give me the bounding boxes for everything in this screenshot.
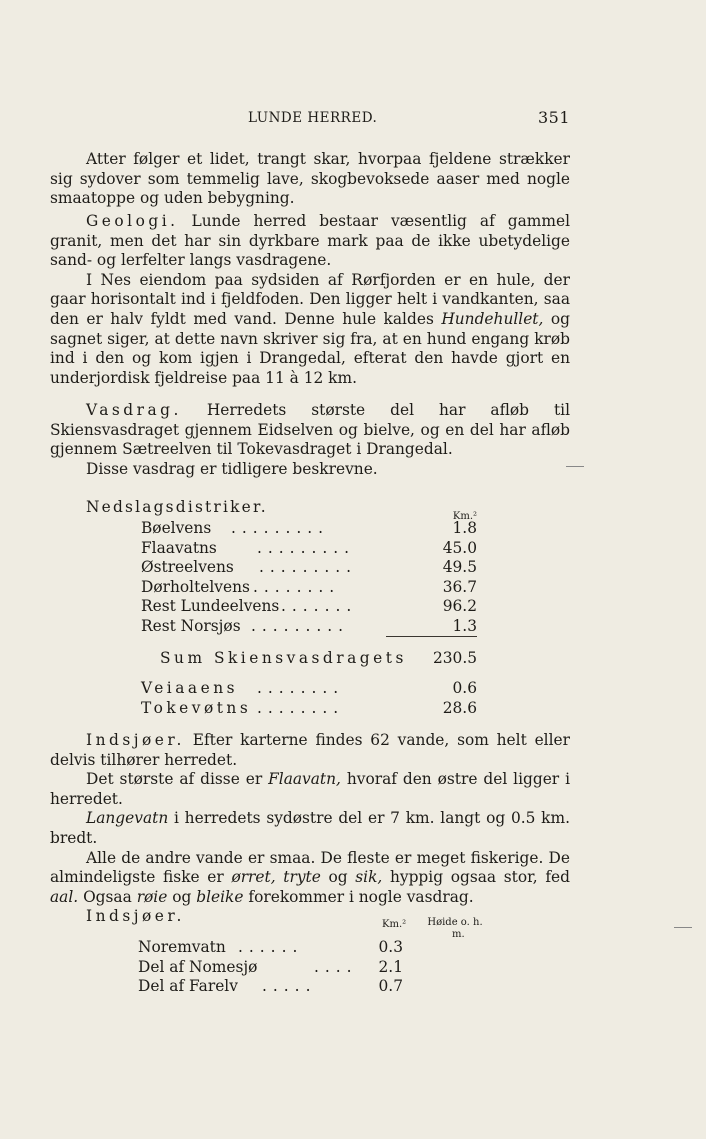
paragraph-intro <box>50 150 570 209</box>
geologi-paragraph: Geologi. Lunde herred bestaar væsentlig af gammel granit, men det har sin dyrkbare mark paa de ikke ubetydelige sand- og lerfelter langs vasdragene. <box>50 212 570 270</box>
margin-mark <box>566 466 584 467</box>
table-row: Flaavatns ......... 45.0 <box>141 538 477 557</box>
langevatn-paragraph: Langevatn i herredets sydøstre del er 7 km. langt og 0.5 km. bredt. <box>50 809 570 847</box>
margin-mark <box>674 927 692 928</box>
table-row: Rest Norsjøs ......... 1.3 <box>141 616 477 635</box>
nedslag-heading: Nedslagsdistriker. <box>86 498 268 517</box>
table-row: Del af Nomesjø .... 2.1 <box>138 957 403 976</box>
section-indsjoer <box>50 731 570 927</box>
storste-paragraph: Det største af disse er Flaavatn, hvoraf den østre del ligger i herredet. <box>50 770 570 808</box>
table-row: Veiaaens ........ 0.6 <box>141 679 477 697</box>
sum-row <box>160 649 477 669</box>
sum-label: Sum Skiensvasdragets <box>160 649 407 667</box>
indsjoer-heading: Indsjøer. <box>86 731 185 749</box>
hundehullet-name: Hundehullet, <box>441 309 544 328</box>
vasdrag-paragraph: Vasdrag. Herredets største del har afløb til Skiensvasdraget gjennem Eidselven og bielve, og en del har afløb gjennem Sætreelven til Tokevasdraget i Drangedal. <box>50 401 570 459</box>
intro-text: Atter følger et lidet, trangt skar, hvorpaa fjeldene strækker sig sydover som temmelig lave, skogbevoksede aaser med nogle smaatoppe og uden bebygning. <box>50 150 570 208</box>
lakes-height-unit: m. <box>452 929 465 940</box>
running-head: LUNDE HERRED. <box>248 110 378 126</box>
vasdrag-note: Disse vasdrag er tidligere beskrevne. <box>86 459 378 478</box>
table-row: Noremvatn ...... 0.3 <box>138 938 403 956</box>
other-rivers <box>141 679 477 718</box>
fiske-paragraph: Alle de andre vande er smaa. De fleste er meget fiskerige. De almindeligste fiske er ørret, tryte og sik, hyppig ogsaa stor, fed aal. Ogsaa røie og bleike forekommer i nogle vasdrag. <box>50 848 570 906</box>
hule-paragraph: I Nes eiendom paa sydsiden af Rørfjorden er en hule, der gaar horisontalt ind i fjeldfoden. Den ligger helt i vandkanten, saa den er halv fyldt med vand. Denne hule kaldes Hundehullet, og sagnet siger, at dette navn skriver sig fra, at en hund engang krøb ind i den og kom igjen i Drangedal, efterat den havde gjort en underjordisk fjeldreise paa 11 à 12 km. <box>50 270 570 387</box>
table-row: Rest Lundeelvens ....... 96.2 <box>141 597 477 616</box>
sum-rule <box>386 636 477 637</box>
vasdrag-heading: Vasdrag. <box>86 401 182 419</box>
table-row: Østreelvens ......... 49.5 <box>141 558 477 577</box>
indsjoer-paragraph: Indsjøer. Efter karterne findes 62 vande, som helt eller delvis tilhører herredet. <box>50 731 570 769</box>
table-row: Bøelvens ......... 1.8 <box>141 519 477 537</box>
lakes-height-header: Høide o. h. <box>427 917 483 928</box>
lakes-km-header: Km.² <box>382 919 407 930</box>
indsjoer-heading-2: Indsjøer. <box>86 907 185 926</box>
table-row: Dørholtelvens ........ 36.7 <box>141 577 477 596</box>
sum-value: 230.5 <box>432 649 477 667</box>
section-vasdrag <box>50 401 570 518</box>
page-number: 351 <box>537 108 570 127</box>
unit-header: Km.² <box>452 511 477 522</box>
lakes-table <box>138 938 403 997</box>
section-geologi <box>50 212 570 388</box>
geologi-heading: Geologi. <box>86 212 179 230</box>
table-row: Del af Farelv ..... 0.7 <box>138 977 403 996</box>
table-row: Tokevøtns ........ 28.6 <box>141 698 477 717</box>
